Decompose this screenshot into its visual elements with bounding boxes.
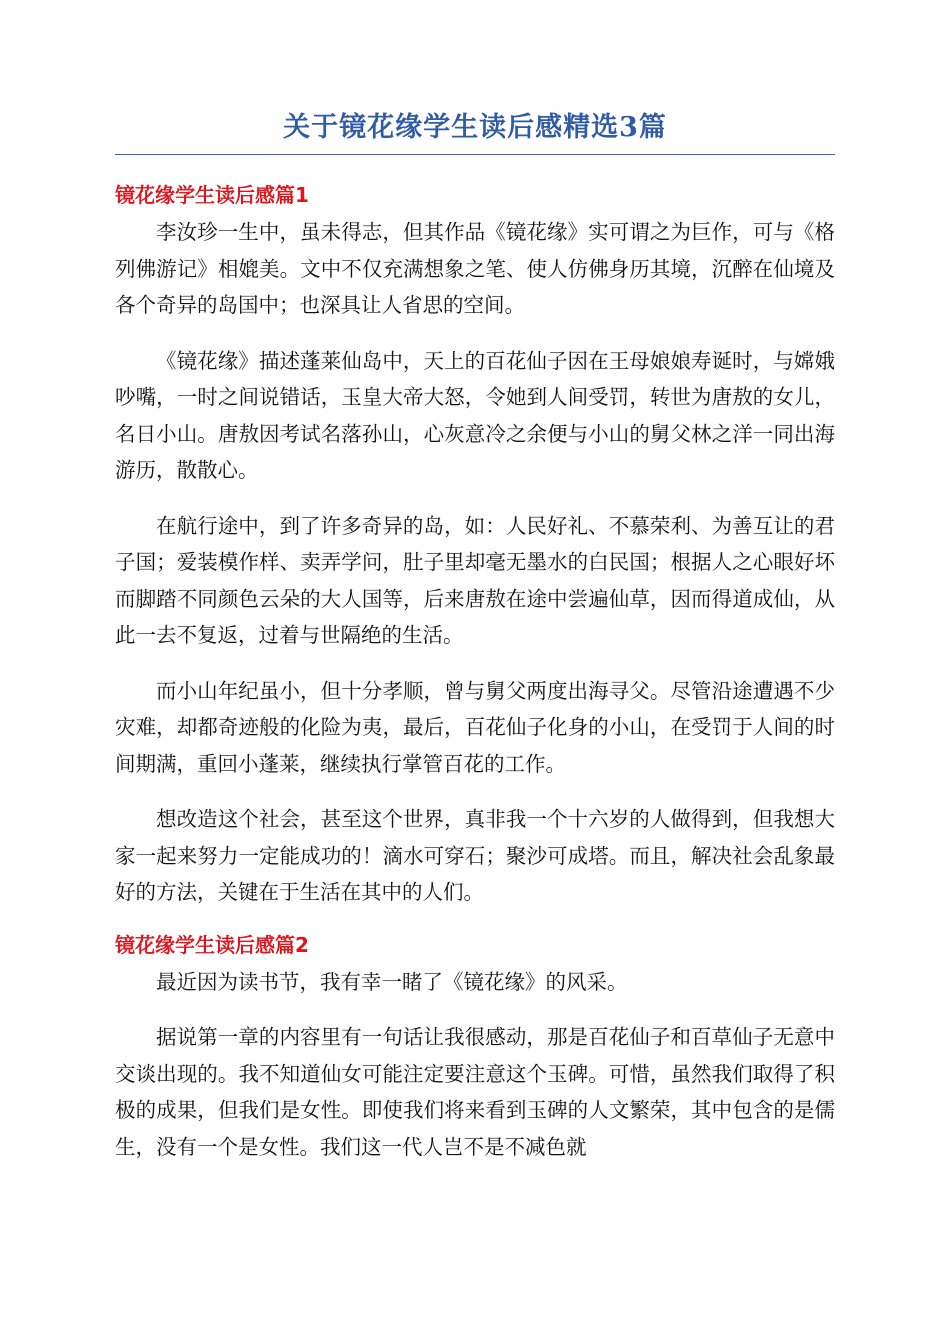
section-heading-1: 镜花缘学生读后感篇1 (115, 183, 309, 207)
document-page (115, 108, 835, 1184)
section-2-paragraph-2: 据说第一章的内容里有一句话让我很感动，那是百花仙子和百草仙子无意中交谈出现的。我不知道仙女可能注定要注意这个玉碑。可惜，虽然我们取得了积极的成果，但我们是女性。即使我们将来看到玉碑的人文繁荣，其中包含的是儒生，没有一个是女性。我们这一代人岂不是不减色就 (115, 1025, 835, 1159)
section-1-paragraph-1: 李汝珍一生中，虽未得志，但其作品《镜花缘》实可谓之为巨作，可与《格列佛游记》相媲美。文中不仅充满想象之笔、使人仿佛身历其境，沉醉在仙境及各个奇异的岛国中；也深具让人省思的空间。 (115, 220, 835, 317)
document-title: 关于镜花缘学生读后感精选3篇 (115, 108, 835, 155)
section-1-paragraph-5: 想改造这个社会，甚至这个世界，真非我一个十六岁的人做得到，但我想大家一起来努力一定能成功的！滴水可穿石；聚沙可成塔。而且，解决社会乱象最好的方法，关键在于生活在其中的人们。 (115, 807, 835, 904)
section-1-paragraph-4: 而小山年纪虽小，但十分孝顺，曾与舅父两度出海寻父。尽管沿途遭遇不少灾难，却都奇迹般的化险为夷，最后，百花仙子化身的小山，在受罚于人间的时间期满，重回小蓬莱，继续执行掌管百花的工作。 (115, 678, 835, 776)
section-heading-2: 镜花缘学生读后感篇2 (115, 932, 309, 957)
section-1-paragraph-2: 《镜花缘》描述蓬莱仙岛中，天上的百花仙子因在王母娘娘寿诞时，与嫦娥吵嘴，一时之间说错话，玉皇大帝大怒，令她到人间受罚，转世为唐敖的女儿，名日小山。唐敖因考试名落孙山，心灰意冷之余便与小山的舅父林之洋一同出海游历，散散心。 (115, 348, 835, 482)
section-2-paragraph-1: 最近因为读书节，我有幸一睹了《镜花缘》的风采。 (156, 969, 628, 994)
section-1-paragraph-3: 在航行途中，到了许多奇异的岛，如：人民好礼、不慕荣利、为善互让的君子国；爱装模作样、卖弄学问，肚子里却毫无墨水的白民国；根据人之心眼好坏而脚踏不同颜色云朵的大人国等，后来唐敖在途中尝遍仙草，因而得道成仙，从此一去不复返，过着与世隔绝的生活。 (115, 513, 835, 647)
